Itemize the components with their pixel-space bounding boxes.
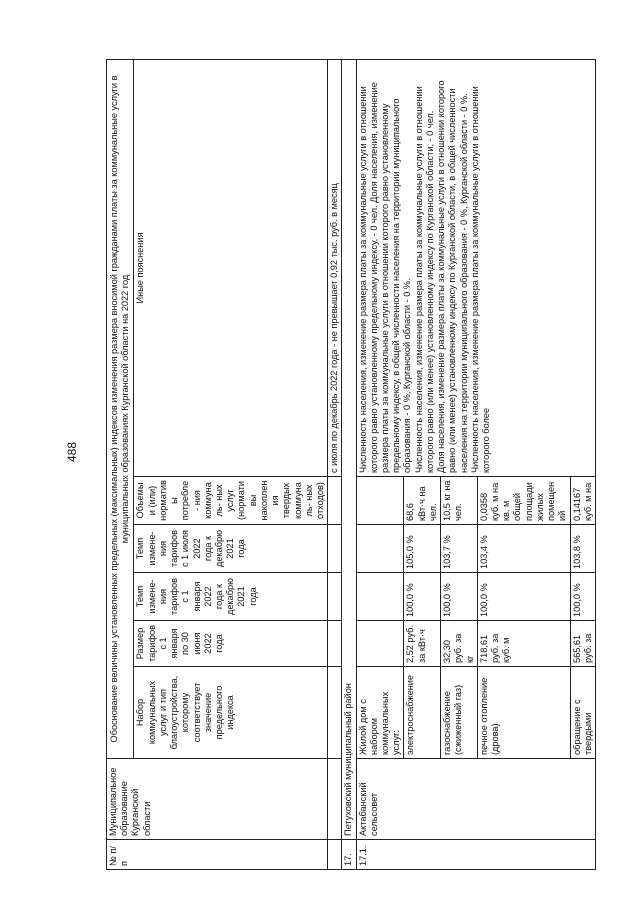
continuation-note: с июля по декабрь 2022 года - не превышает 0,92 тыс. руб. в месяц <box>328 59 342 476</box>
header-municipality: Муниципальное образование Курганской области <box>107 759 328 840</box>
rate-july-value: 103,7 % <box>441 525 478 573</box>
header-num: № п/п <box>107 840 328 870</box>
tariff-index-table <box>106 59 596 870</box>
header-tariff: Размер тарифов с 1 января по 30 июня 2022 года <box>134 621 328 667</box>
note-2: Численность населения, изменение размера платы за коммунальные услуги в отношении которого равно (или менее) установленному индексу по Курганской области, - 0 чел. <box>413 86 435 473</box>
header-service-set: Набор коммунальных услуг и тип благоустройства, которому соответствует значение предельного индекса <box>134 667 328 759</box>
page-number: 488 <box>65 441 79 463</box>
volume-value: 10,5 кг на чел. <box>441 477 478 525</box>
volume-value: 68,6 кВт·ч на чел. <box>404 477 441 525</box>
entry-title-row <box>356 59 404 869</box>
entry-num: 17.1. <box>356 840 595 870</box>
entry-notes <box>356 59 595 476</box>
tariff-value: 718,61 руб. за куб. м <box>477 621 570 667</box>
table-caption: Обоснование величины установленных предельных (максимальных) индексов изменения размера вносимой гражданами платы за коммунальные услуги в муниципальных образованиях Курганской области на 2022 год <box>107 59 134 758</box>
district-name: Петуховский муниципальный район <box>342 59 356 839</box>
entry-set-title: Жилой дом с набором коммунальных услуг: <box>356 667 404 759</box>
header-notes: Иные пояснения <box>134 59 328 476</box>
rate-july-value: 103,4 % <box>477 525 570 573</box>
tariff-value: 565,61 руб. за <box>570 621 595 667</box>
rate-january-value: 100,0 % <box>404 573 441 621</box>
rate-july-value: 103,8 % <box>570 525 595 573</box>
volume-value: 0,14167 куб. м на <box>570 477 595 525</box>
district-row <box>342 59 356 869</box>
note-1: Численность населения, изменение размера платы за коммунальные услуги в отношении которого равно установленному предельному индексу, - 0 чел. Доля населения, изменение размера платы за коммунальные услуги в отношении которого равно установленному предельному индексу, в общей численности населения на территории муниципального образования - 0 %, Курганской области - 0 %. <box>357 82 413 473</box>
district-num: 17. <box>342 840 356 870</box>
service-name: печное отопление (дрова) <box>477 667 570 759</box>
volume-value: 0,0358 куб. м на кв. м общей площади жилых помещений <box>477 477 570 525</box>
table-header-row <box>134 59 328 869</box>
rate-january-value: 100,0 % <box>477 573 570 621</box>
rate-january-value: 100,0 % <box>441 573 478 621</box>
rate-july-value: 105,0 % <box>404 525 441 573</box>
tariff-value: 2,52 руб. за кВт·ч <box>404 621 441 667</box>
service-name: обращение с твердыми <box>570 667 595 759</box>
entry-municipality: Актабанский сельсовет <box>356 759 595 840</box>
service-name: газоснабжение (сжиженный газ) <box>441 667 478 759</box>
rotated-table-sheet <box>106 60 618 870</box>
header-rate-january: Темп измене- ния тарифов с 1 января 2022 года к декабрю 2021 года <box>134 573 328 621</box>
rate-january-value: 100,0 % <box>570 573 595 621</box>
tariff-value: 32,30 руб. за кг <box>441 621 478 667</box>
table-caption-row <box>107 59 134 869</box>
header-volume: Объемы и (или) нормативы потребле- ния коммуналь- ных услуг (нормативы накопления твердых коммуналь- ных отходов) <box>134 477 328 525</box>
service-name: электроснабжение <box>404 667 441 759</box>
note-3: Доля населения, изменение размера платы за коммунальные услуги в отношении которого равно (или менее) установленному индексу по Курганской области, в общей численности населения на территории муниципального образования - 0 %, Курганской области - 0 %. <box>436 80 469 473</box>
header-rate-july: Темп измене- ния тарифов с 1 июля 2022 года к декабрю 2021 года <box>134 525 328 573</box>
continuation-row <box>328 59 342 869</box>
note-4: Численность населения, изменение размера платы за коммунальные услуги в отношении которого более <box>469 86 491 473</box>
